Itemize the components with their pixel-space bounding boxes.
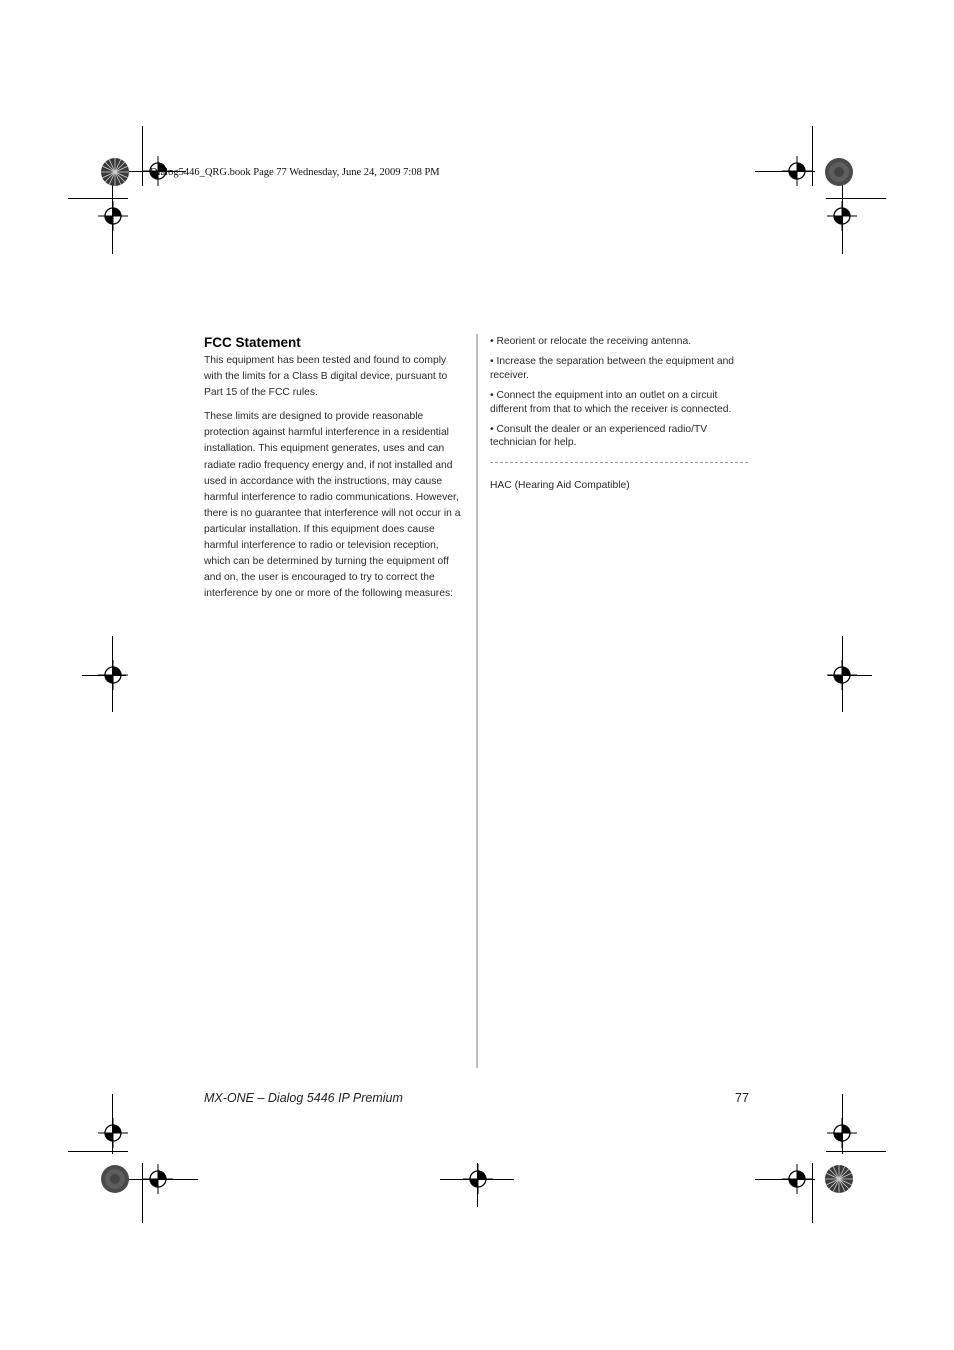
dashed-separator: [490, 462, 748, 463]
registration-target-icon: [827, 1118, 857, 1148]
registration-target-icon: [827, 201, 857, 231]
print-header: Dialog5446_QRG.book Page 77 Wednesday, June 24, 2009 7:08 PM: [150, 167, 440, 178]
section-title: FCC Statement: [204, 335, 301, 350]
list-item: • Consult the dealer or an experienced radio/TV technician for help.: [490, 424, 708, 449]
registration-target-icon: [98, 201, 128, 231]
starburst-target-icon: [100, 157, 130, 187]
registration-target-icon: [98, 660, 128, 690]
starburst-target-icon: [824, 1164, 854, 1194]
footer-title: MX-ONE – Dialog 5446 IP Premium: [204, 1091, 403, 1105]
fcc-paragraph-1: This equipment has been tested and found to comply with the limits for a Class B digital device, pursuant to Part 15 of the FCC rules.: [204, 355, 448, 399]
page-number: 77: [735, 1091, 749, 1105]
column-divider: [476, 334, 478, 1068]
measures-list: [490, 335, 752, 457]
grayscale-target-icon: [824, 157, 854, 187]
registration-target-icon: [782, 156, 812, 186]
list-item: • Connect the equipment into an outlet on a circuit different from that to which the receiver is connected.: [490, 390, 732, 415]
registration-target-icon: [463, 1164, 493, 1194]
registration-target-icon: [98, 1118, 128, 1148]
fcc-paragraph-2: These limits are designed to provide reasonable protection against harmful interference in a residential installation. This equipment generates, uses and can radiate radio frequency energy and, if not installed and used in accordance with the instructions, may cause harmful interference to radio communications. However, there is no guarantee that interference will not occur in a particular installation. If this equipment does cause harmful interference to radio or television reception, which can be determined by turning the equipment off and on, the user is encouraged to try to correct the interference by one or more of the following measures:: [204, 411, 461, 600]
registration-target-icon: [827, 660, 857, 690]
fcc-section: [204, 334, 466, 610]
registration-target-icon: [143, 1164, 173, 1194]
list-item: • Increase the separation between the equipment and receiver.: [490, 356, 735, 381]
list-item: • Reorient or relocate the receiving antenna.: [490, 336, 692, 347]
registration-target-icon: [782, 1164, 812, 1194]
hac-label: HAC (Hearing Aid Compatible): [490, 480, 630, 491]
grayscale-target-icon: [100, 1164, 130, 1194]
